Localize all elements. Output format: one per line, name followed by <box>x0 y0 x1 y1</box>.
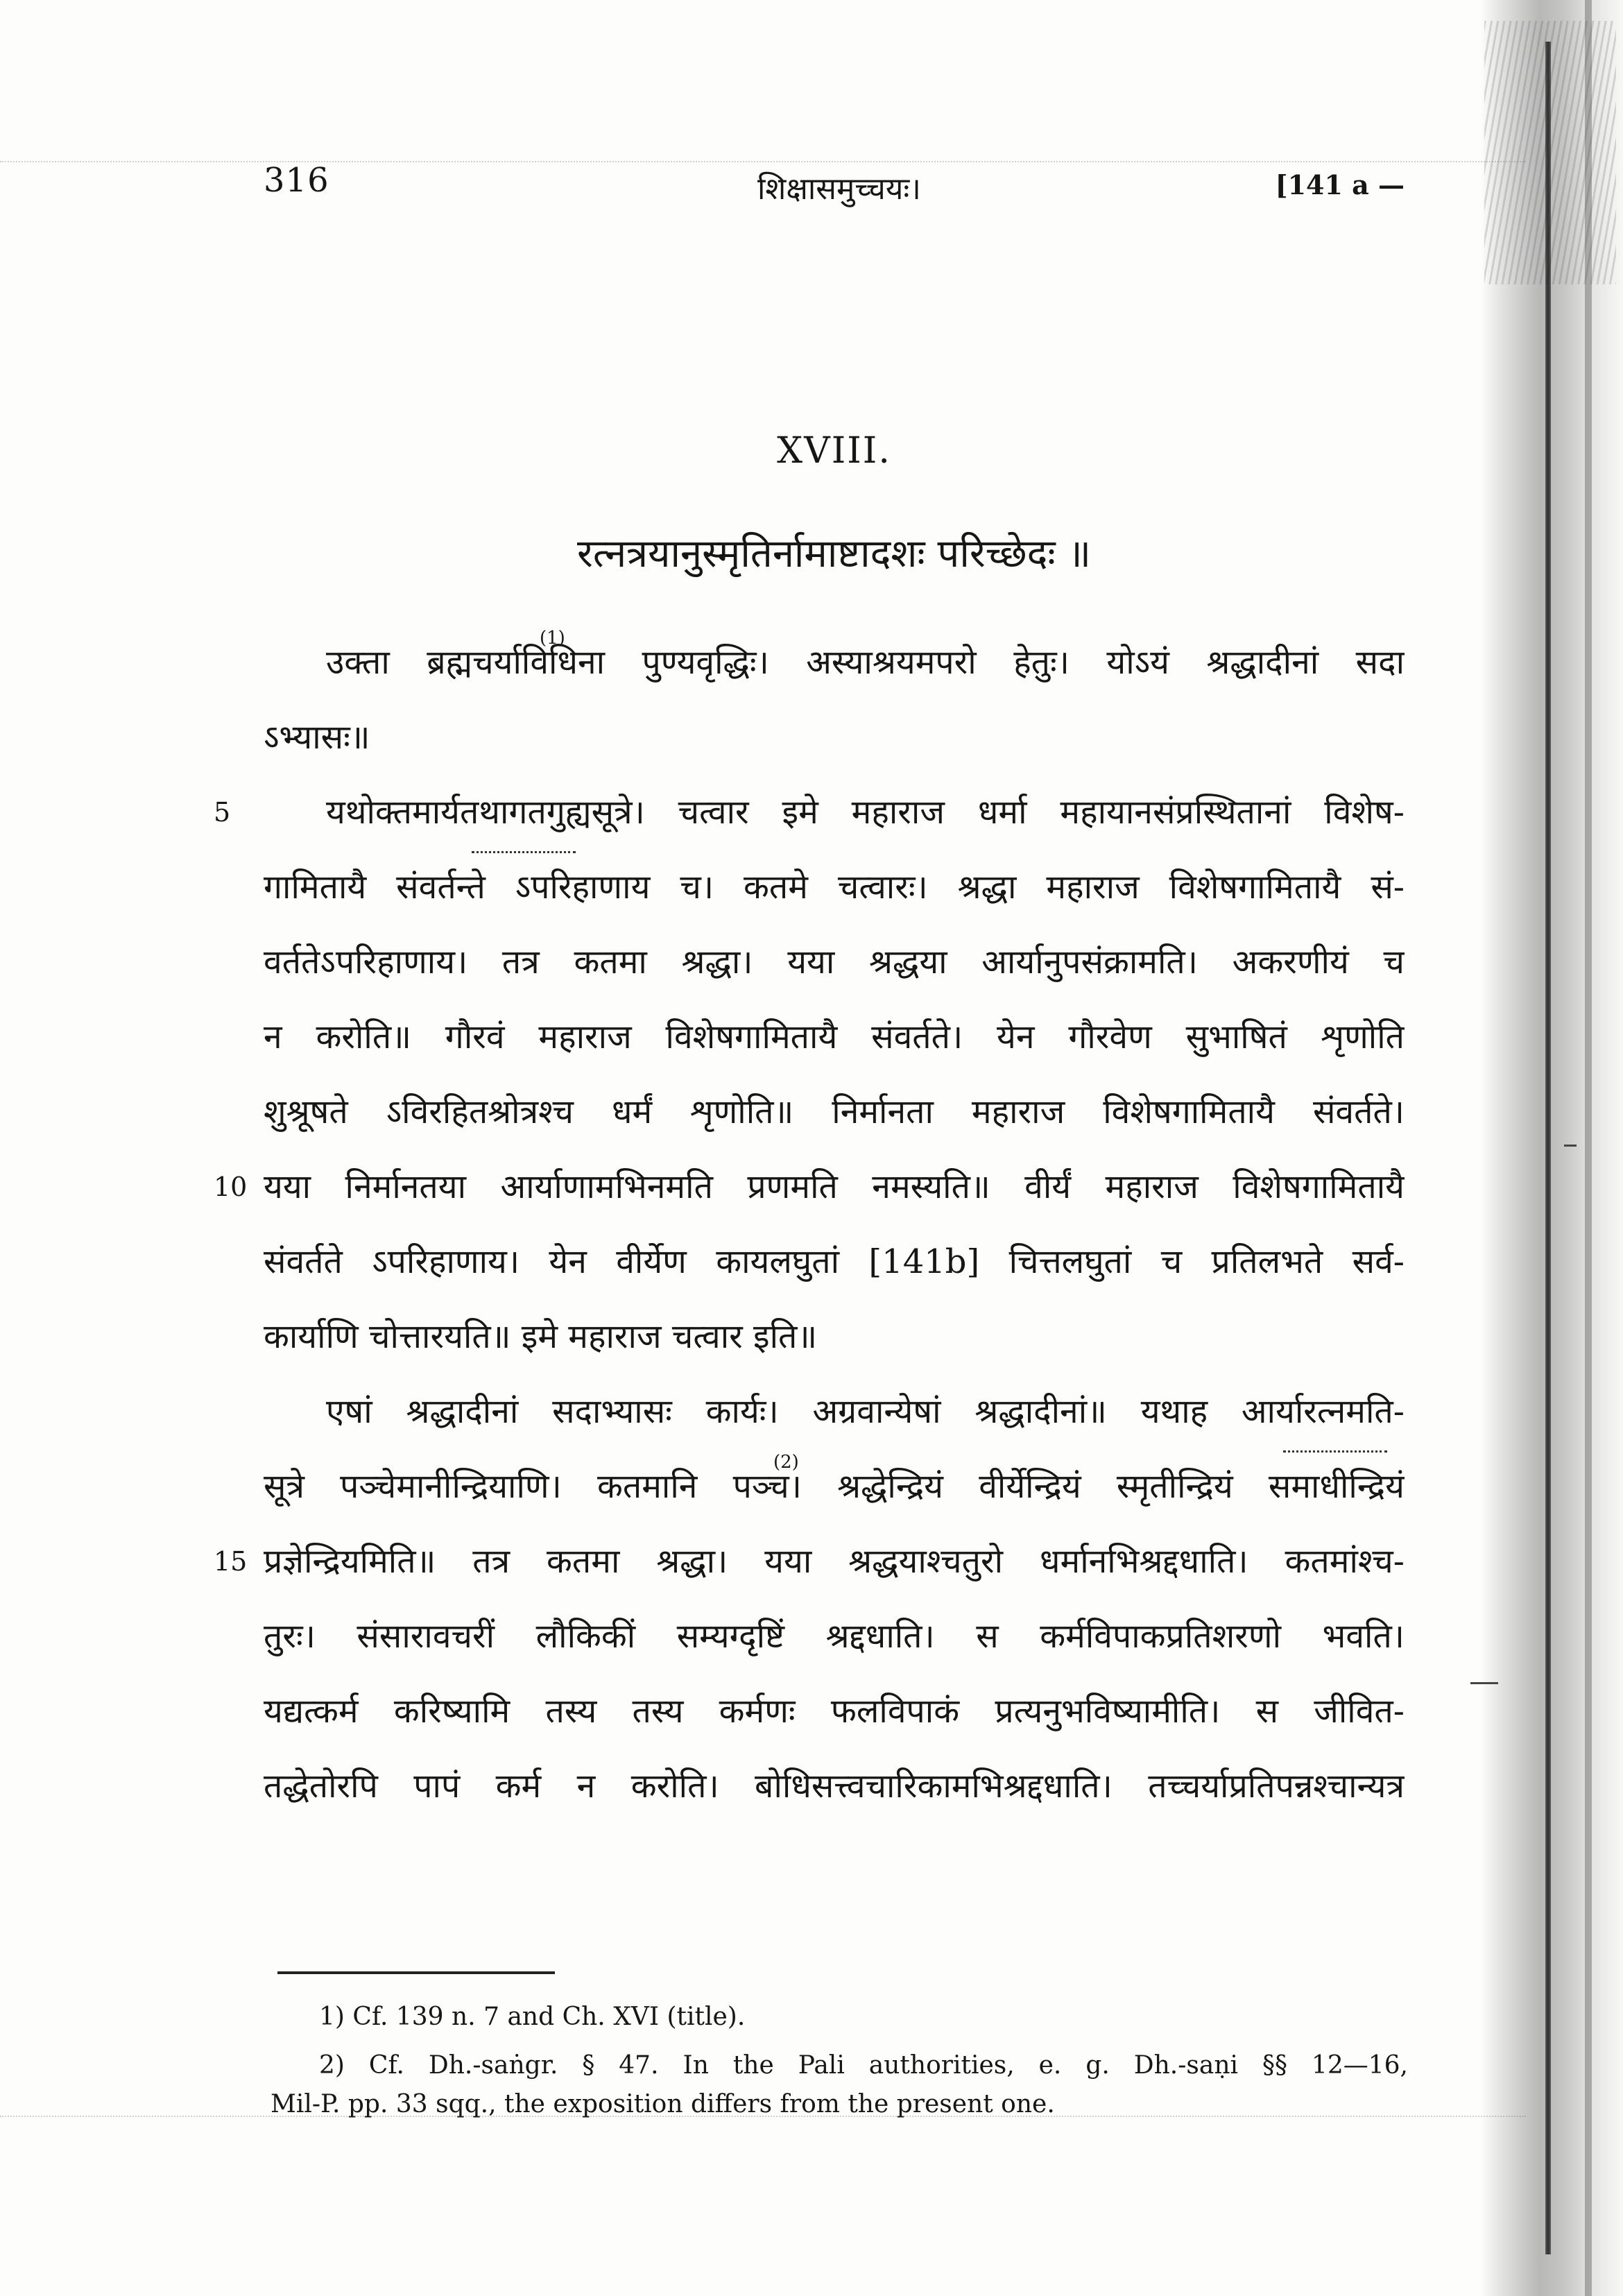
text-line: गामितायै संवर्तन्ते ऽपरिहाणाय च। कतमे चत्वारः। श्रद्धा महाराज विशेषगामितायै सं- <box>264 868 1405 907</box>
line-number: 10 <box>214 1172 248 1202</box>
line-number: 5 <box>214 797 231 828</box>
chapter-title: रत्नत्रयानुस्मृतिर्नामाष्टादशः परिच्छेदः ॥ <box>576 531 1092 576</box>
folio-reference: [141 a — <box>1275 169 1405 200</box>
text-line: एषां श्रद्धादीनां सदाभ्यासः कार्यः। अग्रवान्येषां श्रद्धादीनां॥ यथाह आर्यारत्नमति- <box>326 1392 1405 1431</box>
text-line: संवर्तते ऽपरिहाणाय। येन वीर्येण कायलघुतां [141b] चित्तलघुतां च प्रतिलभते सर्व- <box>264 1242 1405 1281</box>
footnote-2: 2) Cf. Dh.-saṅgr. § 47. In the Pali authorities, e. g. Dh.-saṇi §§ 12—16, <box>319 2051 1408 2080</box>
text-line: शुश्रूषते ऽविरहितश्रोत्रश्च धर्मं शृणोति॥ निर्मानता महाराज विशेषगामितायै संवर्तते। <box>264 1093 1405 1131</box>
text-line: प्रज्ञेन्द्रियमिति॥ तत्र कतमा श्रद्धा। यया श्रद्धयाश्चतुरो धर्मानभिश्रद्दधाति। कतमांश्च- <box>264 1542 1405 1581</box>
text-line: सूत्रे पञ्चेमानीन्द्रियाणि। कतमानि पञ्च। श्रद्धेन्द्रियं वीर्येन्द्रियं स्मृतीन्द्रियं समाधीन्द्रियं <box>264 1467 1405 1506</box>
text-line: कार्याणि चोत्तारयति॥ इमे महाराज चत्वार इति॥ <box>264 1317 818 1356</box>
page-header <box>264 161 1405 216</box>
page-number: 316 <box>264 161 329 200</box>
text-line: न करोति॥ गौरवं महाराज विशेषगामितायै संवर्तते। येन गौरवेण सुभाषितं शृणोति <box>264 1018 1405 1056</box>
running-title: शिक्षासमुच्चयः। <box>757 171 921 207</box>
text-line: उक्ता ब्रह्मचर्याविधिना पुण्यवृद्धिः। अस्याश्रयमपरो हेतुः। योऽयं श्रद्धादीनां सदा <box>326 643 1405 682</box>
scan-edge-line <box>1545 42 1551 2254</box>
text-line: तद्धेतोरपि पापं कर्म न करोति। बोधिसत्त्वचारिकामभिश्रद्दधाति। तच्चर्याप्रतिपन्नश्चान्यत्र <box>264 1767 1405 1806</box>
text-line: वर्ततेऽपरिहाणाय। तत्र कतमा श्रद्धा। यया श्रद्धया आर्यानुपसंक्रामति। अकरणीयं च <box>264 943 1405 982</box>
stray-mark-edge <box>1564 1145 1577 1147</box>
scan-edge-line-outer <box>1585 0 1592 2296</box>
footnote-1: 1) Cf. 139 n. 7 and Ch. XVI (title). <box>319 2003 746 2031</box>
chapter-number: XVIII. <box>777 430 891 472</box>
stray-mark <box>1470 1682 1498 1684</box>
text-line: यथोक्तमार्यतथागतगुह्यसूत्रे। चत्वार इमे महाराज धर्मा महायानसंप्रस्थितानां विशेष- <box>326 793 1405 832</box>
scan-edge-shadow <box>1481 0 1623 2296</box>
footnote-ref: (1) <box>540 628 565 649</box>
text-line: यद्यत्कर्म करिष्यामि तस्य तस्य कर्मणः फलविपाकं प्रत्यनुभविष्यामीति। स जीवित- <box>264 1692 1405 1731</box>
text-line: यया निर्मानतया आर्याणामभिनमति प्रणमति नमस्यति॥ वीर्यं महाराज विशेषगामितायै <box>264 1167 1405 1206</box>
line-number: 15 <box>214 1546 248 1577</box>
text-line: तुरः। संसारावचरीं लौकिकीं सम्यग्दृष्टिं श्रद्दधाति। स कर्मविपाकप्रतिशरणो भवति। <box>264 1617 1405 1656</box>
footnote-separator <box>277 1971 555 1974</box>
footnote-ref: (2) <box>773 1452 799 1473</box>
footnote-2-continued: Mil-P. pp. 33 sqq., the exposition differs from the present one. <box>270 2090 1055 2118</box>
text-line: ऽभ्यासः॥ <box>264 718 370 757</box>
